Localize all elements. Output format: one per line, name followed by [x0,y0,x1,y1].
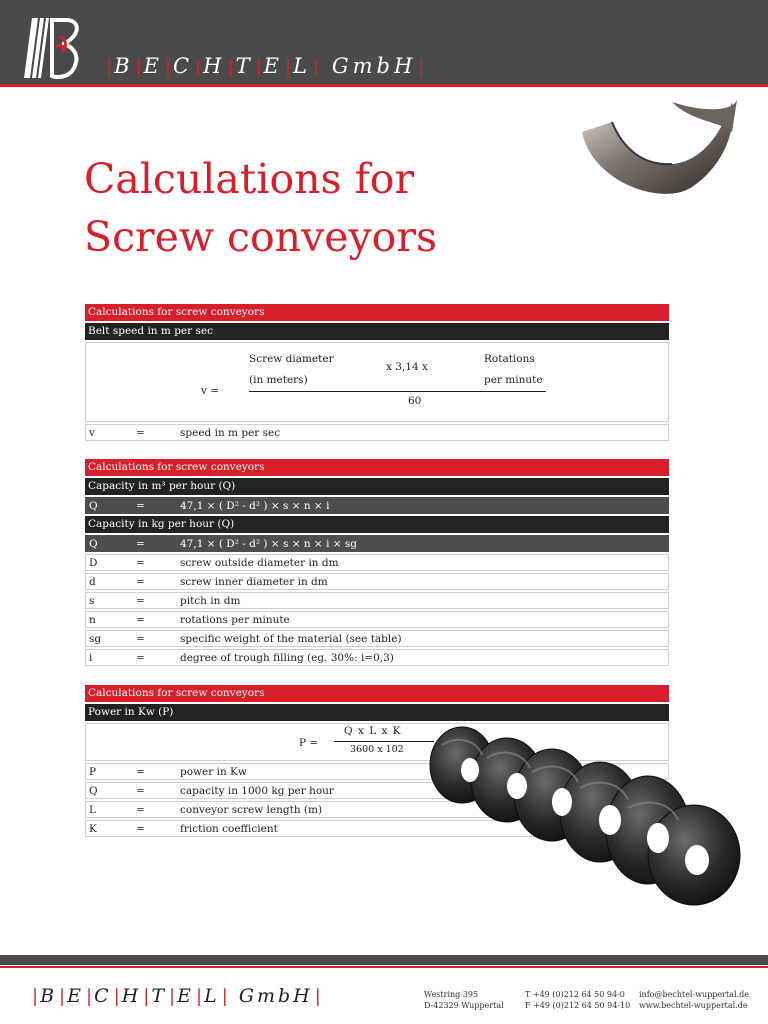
company-logo-icon [22,16,82,80]
footer-phone: T +49 (0)212 64 50 94-0 F +49 (0)212 64 50 94-10 [525,990,631,1010]
table-row: i = degree of trough filling (eg. 30%: i=0,3) [85,649,669,666]
page-header [0,0,768,84]
fraction-line [334,741,434,742]
helical-flight-image [572,92,742,212]
header-accent-line [0,84,768,87]
section-header: Calculations for screw conveyors [85,459,669,476]
section-header: Calculations for screw conveyors [85,685,669,702]
footer-address: Westring 395 D-42329 Wuppertal [424,990,504,1010]
website-link[interactable]: www.bechtel-wuppertal.de [639,1001,748,1010]
capacity-section [85,459,669,668]
table-row: L = conveyor screw length (m) [85,801,669,818]
table-row: Q = capacity in 1000 kg per hour [85,782,669,799]
table-row: v = speed in m per sec [85,424,669,441]
table-row: K = friction coefficient [85,820,669,837]
footer-band [0,955,768,965]
brand-name: |B |E |C |H |T |E |L | GmbH | [106,54,425,78]
formula-row: Q = 47,1 × ( D² - d² ) × s × n × i [85,497,669,514]
table-row: s = pitch in dm [85,592,669,609]
fraction-line [249,391,546,392]
table-row: n = rotations per minute [85,611,669,628]
belt-speed-section [85,304,669,443]
belt-speed-formula: v = Screw diameter (in meters) x 3,14 x Rotations per minute 60 [85,342,669,422]
footer-contact [639,989,749,1011]
footer-accent-line [0,966,768,968]
table-row: D = screw outside diameter in dm [85,554,669,571]
screw-conveyor-image [422,720,752,910]
page-title: Calculations for Screw conveyors [84,155,438,261]
power-formula: P = Q x L x K 3600 x 102 [85,723,669,761]
section-subheader: Capacity in kg per hour (Q) [85,516,669,533]
formula-row: Q = 47,1 × ( D² - d² ) × s × n × i × sg [85,535,669,552]
email-link[interactable]: info@bechtel-wuppertal.de [639,990,749,999]
section-subheader: Belt speed in m per sec [85,323,669,340]
section-subheader: Power in Kw (P) [85,704,669,721]
table-row: d = screw inner diameter in dm [85,573,669,590]
table-row: sg = specific weight of the material (see table) [85,630,669,647]
section-subheader: Capacity in m³ per hour (Q) [85,478,669,495]
section-header: Calculations for screw conveyors [85,304,669,321]
table-row: P = power in Kw [85,763,669,780]
footer-brand-name: | B | E | C | H | T | E | L | GmbH | [32,985,321,1007]
